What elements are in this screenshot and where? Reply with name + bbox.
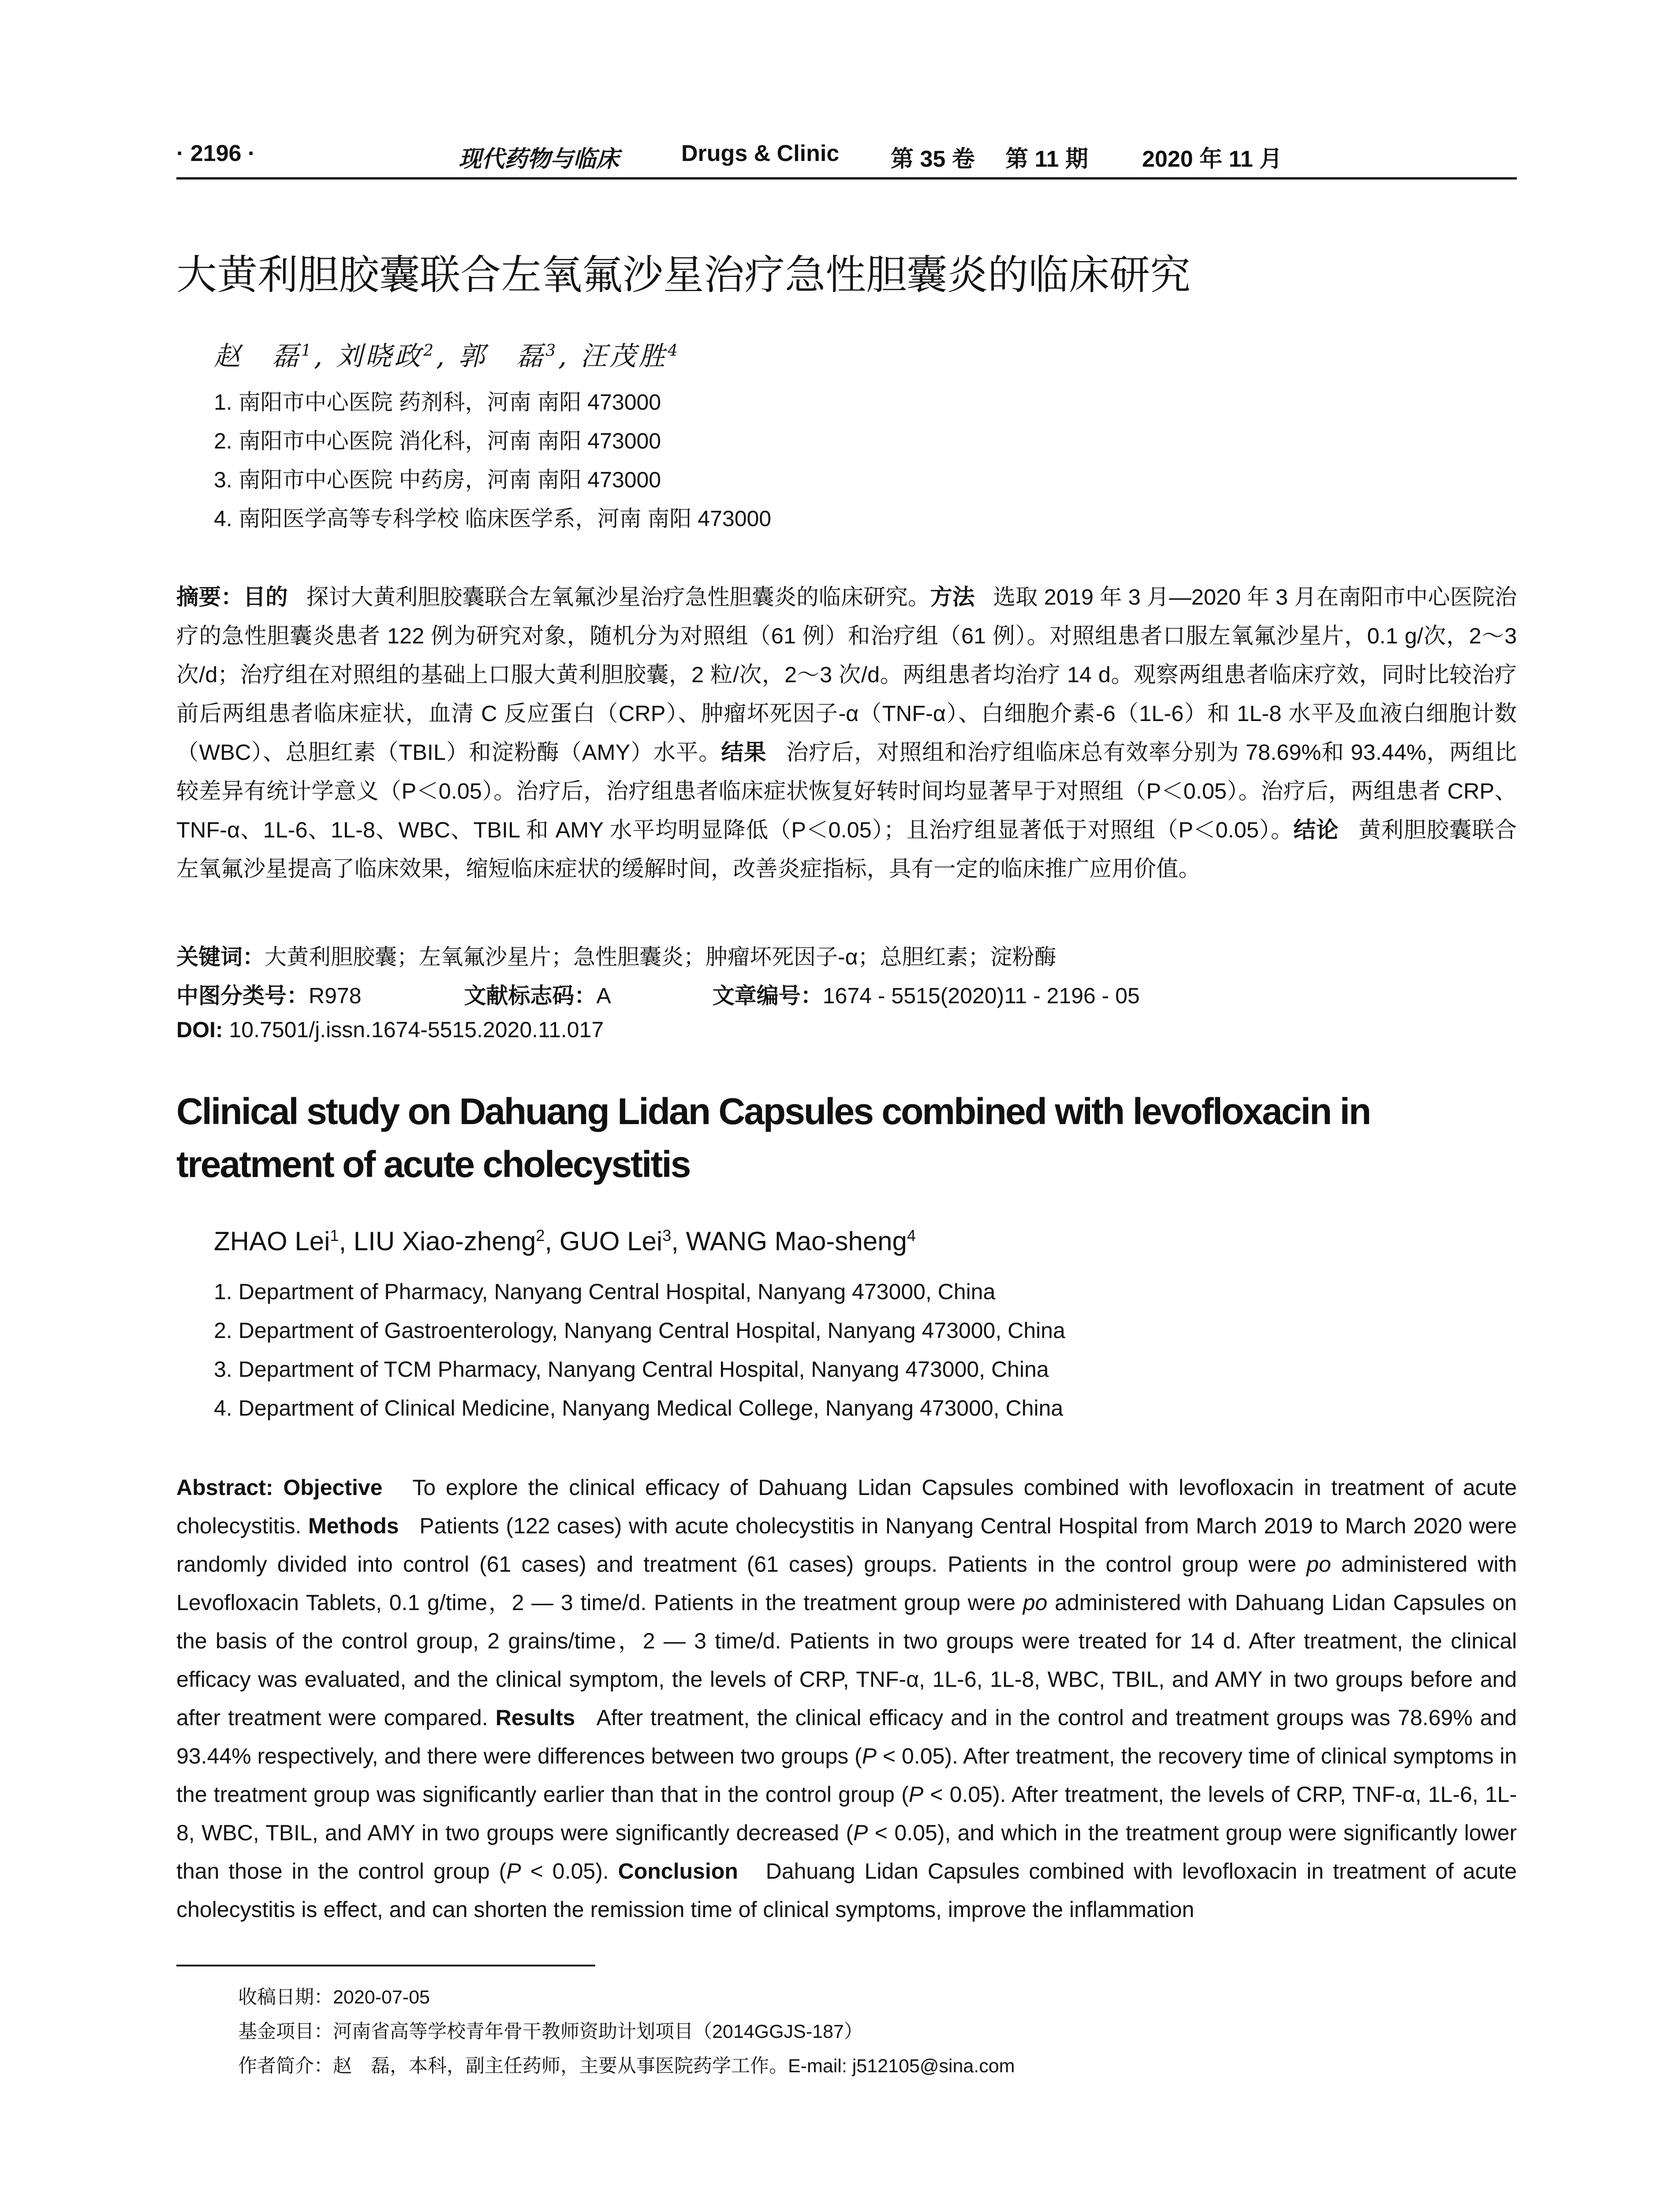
header-rule (176, 177, 1517, 179)
author-name: WANG Mao-sheng (686, 1226, 907, 1256)
doi[interactable]: 10.7501/j.issn.1674-5515.2020.11.017 (229, 1017, 604, 1042)
english-affiliation: 2. Department of Gastroenterology, Nanyang Central Hospital, Nanyang 473000, China (214, 1318, 1065, 1343)
author-affiliation-mark: 4 (668, 342, 681, 360)
keywords-label: 关键词： (176, 945, 265, 969)
methods-label: 方法 (930, 584, 975, 609)
results-label: 结果 (721, 740, 767, 765)
doc-code-label: 文献标志码： (464, 983, 597, 1008)
results-text: < 0.05). (521, 1859, 609, 1884)
article-number: 1674 - 5515(2020)11 - 2196 - 05 (822, 983, 1140, 1008)
english-affiliation: 4. Department of Clinical Medicine, Nanyang Medical College, Nanyang 473000, China (214, 1396, 1064, 1420)
author-affiliation-mark: 1 (301, 342, 314, 360)
objective-label: Objective (283, 1475, 383, 1500)
results-text: < 0.05). After treatment, the levels of CRP, TNF-α, 1L-6, 1L-8, WBC, TBIL, and AMY in two groups were significantly decreased ( (176, 1782, 1517, 1845)
conclusion-label: Conclusion (618, 1859, 738, 1884)
page-number: · 2196 · (176, 141, 256, 166)
chinese-title: 大黄利胆胶囊联合左氧氟沙星治疗急性胆囊炎的临床研究 (176, 253, 1191, 298)
po-abbrev: po (1307, 1552, 1331, 1577)
english-abstract (176, 1469, 1517, 1929)
footnote-received-date: 收稿日期：2020-07-05 (238, 1987, 430, 2008)
doi-line (176, 1017, 604, 1043)
journal-name-en: Drugs & Clinic (681, 141, 840, 166)
objective-text: To explore the clinical efficacy of Dahuang Lidan Capsules combined with levofloxacin in treatment of acute cholecystitis. (176, 1475, 1517, 1538)
doc-code: A (596, 983, 610, 1008)
clc-code: R978 (309, 983, 362, 1008)
p-value: P (908, 1782, 924, 1807)
conclusion-label: 结论 (1293, 817, 1339, 842)
p-value: P (506, 1859, 521, 1884)
footnote-rule (176, 1965, 595, 1966)
volume: 第 35 卷 (891, 146, 975, 172)
issue-date: 2020 年 11 月 (1142, 146, 1282, 172)
issue: 第 11 期 (1005, 146, 1088, 172)
results-text: After treatment, the clinical efficacy and in the control and treatment groups was 78.69% and 93.44% respectively, and there were differences between two groups ( (176, 1705, 1517, 1768)
english-affiliation: 3. Department of TCM Pharmacy, Nanyang Central Hospital, Nanyang 473000, China (214, 1357, 1049, 1382)
author-affiliation-mark: 3 (662, 1226, 672, 1245)
results-text: < 0.05). After treatment, the recovery time of clinical symptoms in the treatment group was significantly earlier than that in the control group ( (176, 1744, 1517, 1807)
article-number-label: 文章编号： (712, 983, 823, 1008)
methods-text: administered with Dahuang Lidan Capsules on the basis of the control group, 2 grains/time，2 — 3 time/d. Patients in two groups were treated for 14 d. After treatment, the clinical efficacy was evaluated, and the clinical symptom, the levels of CRP, TNF-α, 1L-6, 1L-8, WBC, TBIL, and AMY in two groups before and after treatment were compared. (176, 1590, 1517, 1730)
abstract-label: Abstract: (176, 1475, 273, 1500)
results-text: 治疗后，对照组和治疗组临床总有效率分别为 78.69%和 93.44%，两组比较差异有统计学意义（P＜0.05）。治疗后，治疗组患者临床症状恢复好转时间均显著早于对照组（P＜0.05）。治疗后，两组患者 CRP、TNF-α、1L-6、1L-8、WBC、TBIL 和 AMY 水平均明显降低（P＜0.05）；且治疗组显著低于对照组（P＜0.05）。 (176, 740, 1517, 842)
chinese-abstract (176, 578, 1517, 888)
methods-text: administered with Levofloxacin Tablets, 0.1 g/time，2 — 3 time/d. Patients in the treatment group were (176, 1552, 1517, 1615)
author-name: 赵 磊 (214, 341, 301, 372)
p-value: P (862, 1744, 877, 1768)
footnote-funding: 基金项目：河南省高等学校青年骨干教师资助计划项目（2014GGJS-187） (238, 2021, 863, 2042)
author-name: ZHAO Lei (214, 1226, 330, 1256)
author-affiliation-mark: 4 (907, 1226, 916, 1245)
objective-text: 探讨大黄利胆胶囊联合左氧氟沙星治疗急性胆囊炎的临床研究。 (306, 584, 930, 609)
english-affiliation: 1. Department of Pharmacy, Nanyang Central Hospital, Nanyang 473000, China (214, 1279, 996, 1304)
po-abbrev: po (1023, 1590, 1048, 1615)
author-affiliation-mark: 2 (423, 342, 436, 360)
keywords-line (176, 939, 1057, 971)
conclusion-text: 黄利胆胶囊联合左氧氟沙星提高了临床效果，缩短临床症状的缓解时间，改善炎症指标，具有一定的临床推广应用价值。 (176, 817, 1517, 881)
author-affiliation-mark: 2 (536, 1226, 545, 1245)
author-name: 刘晓政 (336, 341, 424, 372)
chinese-affiliation: 2. 南阳市中心医院 消化科，河南 南阳 473000 (214, 429, 661, 453)
conclusion-text: Dahuang Lidan Capsules combined with levofloxacin in treatment of acute cholecystitis is effect, and can shorten the remission time of clinical symptoms, improve the inflammation (176, 1859, 1517, 1922)
methods-text: Patients (122 cases) with acute cholecystitis in Nanyang Central Hospital from March 2019 to March 2020 were randomly divided into control (61 cases) and treatment (61 cases) groups. Patients in the control group were (176, 1514, 1517, 1577)
author-name: 郭 磊 (458, 341, 546, 372)
methods-label: Methods (308, 1514, 399, 1538)
chinese-affiliation: 3. 南阳市中心医院 中药房，河南 南阳 473000 (214, 467, 661, 492)
english-title: Clinical study on Dahuang Lidan Capsules combined with levofloxacin in treatment of acute cholecystitis (176, 1091, 1370, 1185)
abstract-label: 摘要： (176, 584, 243, 609)
classification-line (176, 978, 1140, 1010)
author-affiliation-mark: 3 (545, 342, 559, 360)
doi-label: DOI: (176, 1017, 223, 1042)
author-name: GUO Lei (559, 1226, 663, 1256)
footnote-author-bio: 作者简介：赵 磊，本科，副主任药师，主要从事医院药学工作。E-mail: j512105@sina.com (238, 2056, 1015, 2077)
results-label: Results (495, 1705, 575, 1730)
chinese-affiliation: 1. 南阳市中心医院 药剂科，河南 南阳 473000 (214, 390, 661, 415)
author-name: 汪茂胜 (580, 341, 668, 372)
keywords: 大黄利胆胶囊；左氧氟沙星片；急性胆囊炎；肿瘤坏死因子-α；总胆红素；淀粉酶 (265, 945, 1057, 969)
english-authors: ZHAO Lei$^1$, LIU Xiao-zheng$^2$, GUO Lei$^3$, WANG Mao-sheng$^4$ (214, 1226, 916, 1256)
author-affiliation-mark: 1 (330, 1226, 339, 1245)
journal-name-cn: 现代药物与临床 (459, 146, 620, 172)
author-name: LIU Xiao-zheng (353, 1226, 536, 1256)
methods-text: 选取 2019 年 3 月—2020 年 3 月在南阳市中心医院治疗的急性胆囊炎患者 122 例为研究对象，随机分为对照组（61 例）和治疗组（61 例）。对照组患者口服左氧氟沙星片，0.1 g/次，2～3 次/d；治疗组在对照组的基础上口服大黄利胆胶囊，2 粒/次，2～3 次/d。两组患者均治疗 14 d。观察两组患者临床疗效，同时比较治疗前后两组患者临床症状，血清 C 反应蛋白（CRP）、肿瘤坏死因子-α（TNF-α）、白细胞介素-6（1L-6）和 1L-8 水平及血液白细胞计数（WBC）、总胆红素（TBIL）和淀粉酶（AMY）水平。 (176, 584, 1517, 765)
chinese-authors: 赵 磊$^1$, 刘晓政$^2$, 郭 磊$^3$, 汪茂胜$^4$ (214, 341, 681, 372)
results-text: < 0.05), and which in the treatment group were significantly lower than those in the control group ( (176, 1820, 1517, 1884)
p-value: P (853, 1820, 868, 1845)
objective-label: 目的 (243, 584, 288, 609)
chinese-affiliation: 4. 南阳医学高等专科学校 临床医学系，河南 南阳 473000 (214, 506, 772, 531)
clc-label: 中图分类号： (176, 983, 309, 1008)
